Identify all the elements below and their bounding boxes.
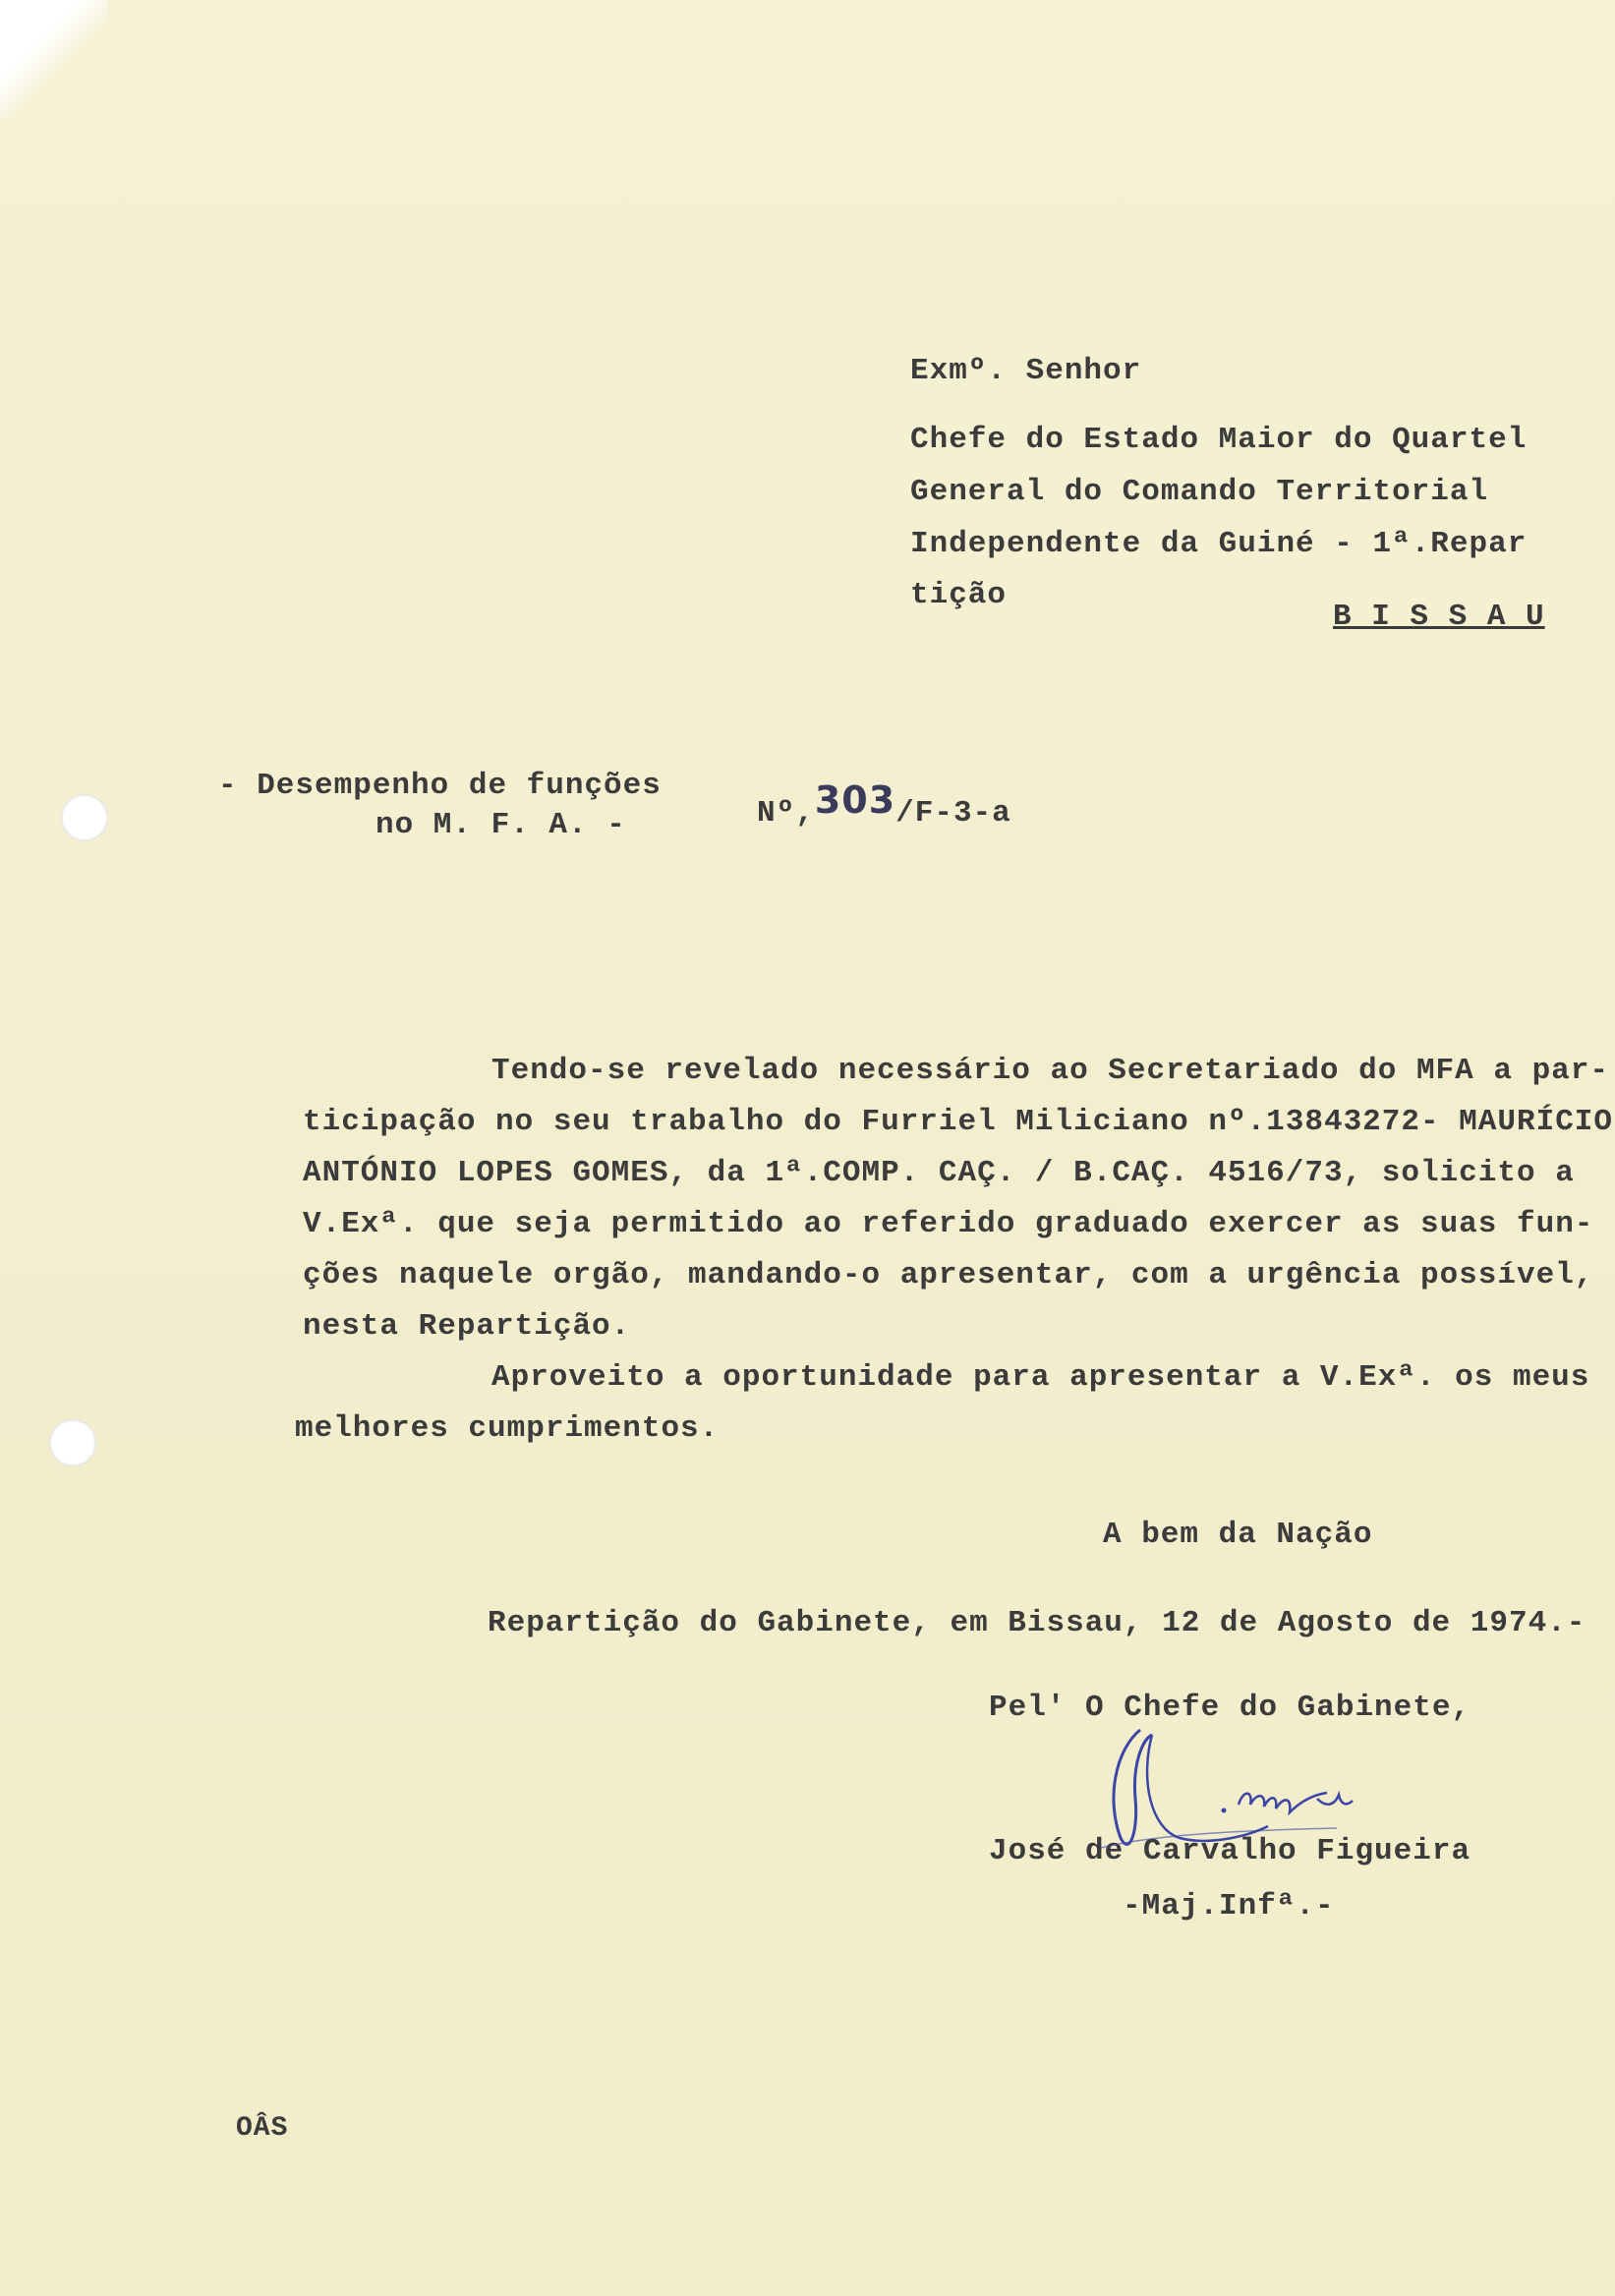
place-date: Repartição do Gabinete, em Bissau, 12 de Agosto de 1974.- <box>488 1606 1586 1640</box>
body-line-4: V.Exª. que seja permitido ao referido graduado exercer as suas fun- <box>303 1207 1594 1241</box>
signatory-rank: -Maj.Infª.- <box>1123 1889 1335 1923</box>
body-line-5: ções naquele orgão, mandando-o apresentar, com a urgência possível, <box>303 1258 1594 1292</box>
reference-handwritten-number: 303 <box>814 778 896 822</box>
punch-hole-bottom <box>49 1419 96 1466</box>
typist-initials: OÂS <box>236 2113 289 2144</box>
closing: A bem da Nação <box>1103 1518 1373 1552</box>
worn-corner <box>0 0 108 118</box>
reference-prefix: Nº, <box>757 796 815 831</box>
addressee-line-1: Chefe do Estado Maior do Quartel <box>910 423 1528 457</box>
body-line-8: melhores cumprimentos. <box>295 1411 720 1446</box>
subject-line-1: - Desempenho de funções <box>218 769 662 803</box>
body-line-7: Aproveito a oportunidade para apresentar a V.Exª. os meus <box>491 1360 1590 1395</box>
punch-hole-top <box>61 794 108 841</box>
salutation: Exmº. Senhor <box>910 354 1142 388</box>
handwritten-signature <box>1081 1710 1435 1867</box>
body-line-3: ANTÓNIO LOPES GOMES, da 1ª.COMP. CAÇ. / B.CAÇ. 4516/73, solicito a <box>303 1156 1575 1190</box>
addressee-line-3: Independente da Guiné - 1ª.Repar <box>910 527 1528 561</box>
subject-line-2: no M. F. A. - <box>375 808 626 842</box>
reference-number <box>757 778 1011 831</box>
body-line-6: nesta Repartição. <box>303 1309 631 1344</box>
on-behalf: Pel' O Chefe do Gabinete, <box>989 1691 1471 1725</box>
signatory-name: José de Carvalho Figueira <box>989 1834 1471 1868</box>
body-line-2: ticipação no seu trabalho do Furriel Miliciano nº.13843272- MAURÍCIO <box>303 1105 1614 1139</box>
addressee-line-4: tição <box>910 578 1008 612</box>
reference-suffix: /F-3-a <box>895 796 1011 831</box>
addressee-city: B I S S A U <box>1333 600 1545 634</box>
body-line-1: Tendo-se revelado necessário ao Secretariado do MFA a par- <box>491 1054 1609 1088</box>
addressee-line-2: General do Comando Territorial <box>910 475 1489 509</box>
